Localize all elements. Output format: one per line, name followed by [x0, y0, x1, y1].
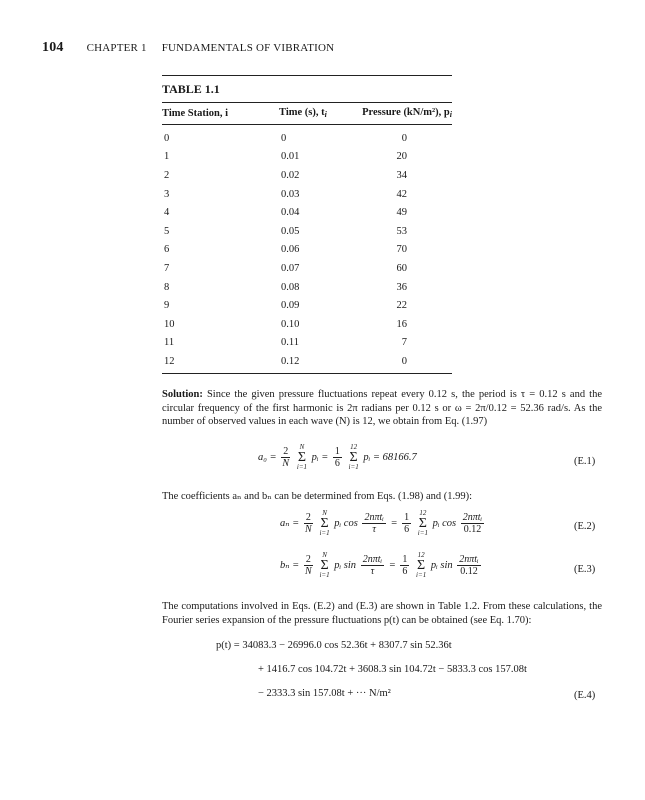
expansion-line-3: − 2333.3 sin 157.08t + ··· N/m²	[258, 688, 391, 699]
table-cell: 53	[396, 225, 407, 237]
col-header-pressure: Pressure (kN/m²), pi	[362, 107, 452, 119]
data-table	[162, 75, 452, 374]
eq2-frac2: $\frac{1}{6}$	[404, 512, 410, 535]
table-grid	[162, 103, 452, 124]
chapter-label: CHAPTER 1	[86, 42, 147, 54]
solution-label: Solution:	[162, 389, 203, 400]
eq3-frac2: $\frac{1}{6}$	[402, 554, 408, 577]
table-cell: 0.09	[281, 300, 300, 312]
computations-paragraph: The computations involved in Eqs. (E.2) and (E.3) are shown in Table 1.2. From these calculations, the Fourier series expansion of the pressure fluctuations p(t) can be obtained (see Eq. 1.70):	[162, 601, 602, 626]
equation-e2: aₙ = $\frac{2}{N}$ N Σ i=1 pᵢ cos $\frac{\text{2nπtᵢ}}{\tau}$ = $\frac{1}{6}$ 12 Σ i=1 pᵢ cos $\frac{\text{2nπtᵢ}}{0.12}$	[280, 509, 483, 537]
equation-e3: bₙ = $\frac{2}{N}$ N Σ i=1 pᵢ sin $\frac{\text{2nπtᵢ}}{\tau}$ = $\frac{1}{6}$ 12 Σ i=1 pᵢ sin $\frac{\text{2nπtᵢ}}{0.12}$	[280, 551, 479, 579]
eq3-arg2: $\frac{\text{2nπtᵢ}}{0.12}$	[459, 554, 479, 577]
table-cell: 7	[164, 262, 170, 274]
table-cell: 6	[164, 244, 170, 256]
eq2-sum2: 12 Σ i=1	[417, 509, 428, 537]
table-title: TABLE 1.1	[162, 82, 220, 96]
table-row	[162, 334, 452, 353]
table-cell: 8	[164, 281, 170, 293]
table-cell: 0.11	[281, 337, 299, 349]
table-row	[162, 278, 452, 297]
table-cell: 60	[396, 262, 407, 274]
table-cell: 0.03	[281, 188, 300, 200]
page-number: 104	[42, 40, 64, 55]
table-row	[162, 148, 452, 167]
table-cell: 0.01	[281, 151, 300, 163]
table-row	[162, 129, 452, 148]
eq2-sum1: N Σ i=1	[319, 509, 330, 537]
solution-text: Since the given pressure fluctuations repeat every 0.12 s, the period is τ = 0.12 s and the circular frequency of the first harmonic is 2π radians per 0.12 s or ω = 2π/0.12 = 52.36 rad/s. As the number of observed values in each wave (N) is 12, we obtain from Eq. (1.97)	[162, 389, 603, 427]
eq1-sum2: 12 Σ i=1	[348, 443, 359, 471]
table-row	[162, 166, 452, 185]
eq2-arg1: $\frac{\text{2nπtᵢ}}{\tau}$	[364, 512, 384, 535]
table-row	[162, 296, 452, 315]
table-cell: 9	[164, 300, 170, 312]
table-cell: 3	[164, 188, 170, 200]
table-row	[162, 185, 452, 204]
eq1-frac2: $\frac{1}{6}$	[334, 446, 340, 469]
eq3-sum1: N Σ i=1	[319, 551, 330, 579]
eq1-term2: pᵢ = 68166.7	[363, 451, 417, 463]
table-body-rule	[162, 124, 452, 125]
table-cell: 0.05	[281, 225, 300, 237]
table-cell: 0.12	[281, 355, 300, 367]
col-header-time-station: Time Station, i	[162, 107, 229, 119]
eq1-frac1: $\frac{2}{N}$	[282, 446, 290, 469]
table-row	[162, 315, 452, 334]
table-cell: 5	[164, 225, 170, 237]
table-cell: 4	[164, 207, 170, 219]
table-cell: 49	[396, 207, 407, 219]
eq2-term2: pᵢ cos	[432, 517, 457, 529]
table-cell: 2	[164, 169, 170, 181]
table-cell: 12	[164, 355, 175, 367]
table-cell: 1	[164, 151, 170, 163]
eq3-frac1: $\frac{2}{N}$	[305, 554, 312, 577]
table-cell: 36	[396, 281, 407, 293]
table-cell: 20	[396, 151, 407, 163]
table-cell: 0	[164, 132, 170, 144]
eq2-term1: pᵢ cos	[334, 517, 358, 529]
eq2-lhs: aₙ =	[280, 517, 300, 529]
eq3-arg1: $\frac{\text{2nπtᵢ}}{\tau}$	[362, 554, 383, 577]
eq4-number: (E.4)	[574, 690, 596, 701]
table-cell: 0.02	[281, 169, 300, 181]
table-cell: 0.04	[281, 207, 300, 219]
eq1-sum1: N Σ i=1	[296, 443, 308, 471]
table-cell: 0	[281, 132, 287, 144]
eq3-term1: pᵢ sin	[334, 559, 357, 571]
page-header	[42, 40, 334, 56]
expansion-line-2: + 1416.7 cos 104.72t + 3608.3 sin 104.72t − 5833.3 cos 157.08t	[258, 664, 527, 675]
table-cell: 0	[401, 132, 407, 144]
table-row	[162, 203, 452, 222]
table-cell: 0.06	[281, 244, 300, 256]
table-cell: 11	[164, 337, 175, 349]
table-cell: 42	[396, 188, 407, 200]
table-cell: 16	[396, 318, 407, 330]
table-bottom-rule	[162, 373, 452, 374]
eq2-arg2: $\frac{\text{2nπtᵢ}}{0.12}$	[462, 512, 483, 535]
eq3-term2: pᵢ sin	[430, 559, 453, 571]
table-cell: 0.07	[281, 262, 300, 274]
table-cell: 0.08	[281, 281, 300, 293]
expansion-line-1: p(t) = 34083.3 − 26996.0 cos 52.36t + 8307.7 sin 52.36t	[216, 640, 452, 651]
eq3-sum2: 12 Σ i=1	[416, 551, 427, 579]
eq3-number: (E.3)	[574, 564, 596, 575]
eq1-lhs: a₀ =	[258, 451, 277, 463]
coefficients-paragraph: The coefficients aₙ and bₙ can be determined from Eqs. (1.98) and (1.99):	[162, 491, 473, 502]
table-header-row	[162, 103, 452, 124]
eq2-number: (E.2)	[574, 521, 596, 532]
table-cell: 70	[396, 244, 407, 256]
eq2-frac1: $\frac{2}{N}$	[305, 512, 312, 535]
equation-e1	[258, 444, 417, 471]
eq1-number: (E.1)	[574, 456, 596, 467]
table-row	[162, 222, 452, 241]
table-cell: 0	[401, 355, 407, 367]
table-cell: 22	[396, 300, 407, 312]
eq3-lhs: bₙ =	[280, 559, 300, 571]
table-cell: 7	[401, 337, 407, 349]
chapter-title: FUNDAMENTALS OF VIBRATION	[161, 42, 335, 54]
table-row	[162, 352, 452, 371]
eq1-term1: pᵢ =	[311, 451, 329, 463]
solution-paragraph	[162, 388, 602, 429]
table-body	[162, 129, 452, 371]
table-row	[162, 241, 452, 260]
col-header-time: Time (s), ti	[279, 107, 327, 119]
table-cell: 10	[164, 318, 175, 330]
table-cell: 0.10	[281, 318, 300, 330]
table-row	[162, 259, 452, 278]
table-cell: 34	[396, 169, 407, 181]
